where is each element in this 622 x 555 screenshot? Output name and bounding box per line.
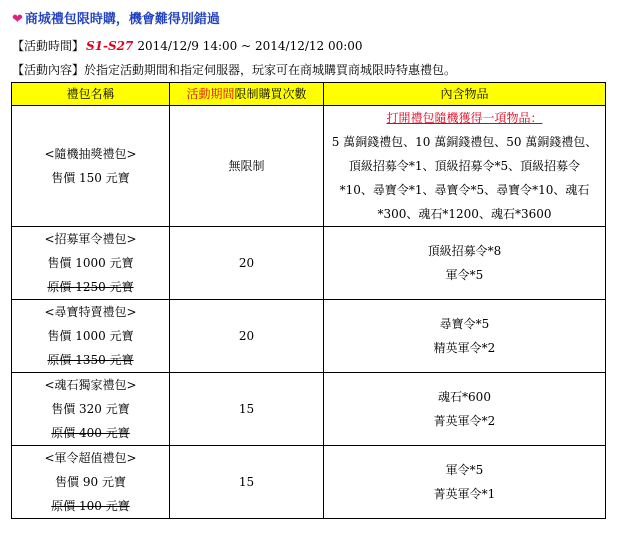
package-original-price: 原價 100 元寶 [51,499,130,513]
package-name: <尋寶特賣禮包> [44,305,137,319]
package-original-price: 原價 1250 元寶 [47,280,134,294]
header-limit-red: 活動期間 [186,87,235,101]
package-price: 售價 320 元寶 [51,402,130,416]
package-cell [12,446,170,519]
table-row [12,300,606,373]
package-price: 售價 1000 元寶 [47,329,134,343]
header-package-name: 禮包名稱 [12,83,170,106]
package-cell [12,300,170,373]
package-name: <魂石獨家禮包> [44,378,137,392]
heart-icon: ❤ [12,12,23,27]
contents-item: 尋寶令*5 [439,317,490,331]
contents-item: 菁英軍令*1 [433,487,496,501]
header-limit-rest: 限制購買次數 [234,87,307,101]
header-contents: 內含物品 [324,83,606,106]
title-text: 商城禮包限時購，機會難得別錯過 [24,12,220,27]
contents-item: 軍令*5 [445,268,484,282]
server-range: S1-S27 [86,39,134,53]
package-name: <招募軍令禮包> [44,232,137,246]
table-header-row [12,83,606,106]
event-content-line [12,61,456,78]
table-row [12,227,606,300]
contents-title: 打開禮包隨機獲得一項物品： [386,111,543,125]
contents-item: 菁英軍令*2 [433,414,496,428]
table-row [12,373,606,446]
package-cell [12,373,170,446]
limit-cell: 20 [170,300,324,373]
limit-cell: 無限制 [170,106,324,227]
package-price: 售價 150 元寶 [51,171,130,185]
contents-cell [324,446,606,519]
limit-cell: 20 [170,227,324,300]
contents-item: 精英軍令*2 [433,341,496,355]
page-title [12,8,220,27]
contents-item: 頂級招募令*1、頂級招募令*5、頂級招募令 [348,159,581,173]
header-purchase-limit [170,83,324,106]
package-cell [12,106,170,227]
contents-item: 魂石*600 [438,390,491,404]
table-row [12,106,606,227]
limit-cell: 15 [170,373,324,446]
contents-item: 頂級招募令*8 [427,244,502,258]
event-time-range: 2014/12/9 14:00 ~ 2014/12/12 00:00 [137,39,363,53]
contents-cell [324,227,606,300]
limit-cell: 15 [170,446,324,519]
package-name: <軍令超值禮包> [44,451,137,465]
package-price: 售價 90 元寶 [55,475,126,489]
contents-item: *300、魂石*1200、魂石*3600 [377,207,552,221]
contents-cell [324,300,606,373]
contents-cell [324,106,606,227]
contents-item: 軍令*5 [445,463,484,477]
event-time-label: 【活動時間】 [12,39,85,53]
package-table [11,82,606,519]
contents-item: *10、尋寶令*1、尋寶令*5、尋寶令*10、魂石 [339,183,590,197]
event-time-line [12,37,363,54]
event-content-label: 【活動內容】 [12,63,85,77]
contents-cell [324,373,606,446]
event-content-text: 於指定活動期間和指定伺服器，玩家可在商城購買商城限時特惠禮包。 [84,63,457,77]
package-price: 售價 1000 元寶 [47,256,134,270]
table-row [12,446,606,519]
contents-item: 5 萬銅錢禮包、10 萬銅錢禮包、50 萬銅錢禮包、 [331,135,598,149]
package-cell [12,227,170,300]
package-name: <隨機抽獎禮包> [44,147,137,161]
package-original-price: 原價 400 元寶 [51,426,130,440]
package-original-price: 原價 1350 元寶 [47,353,134,367]
